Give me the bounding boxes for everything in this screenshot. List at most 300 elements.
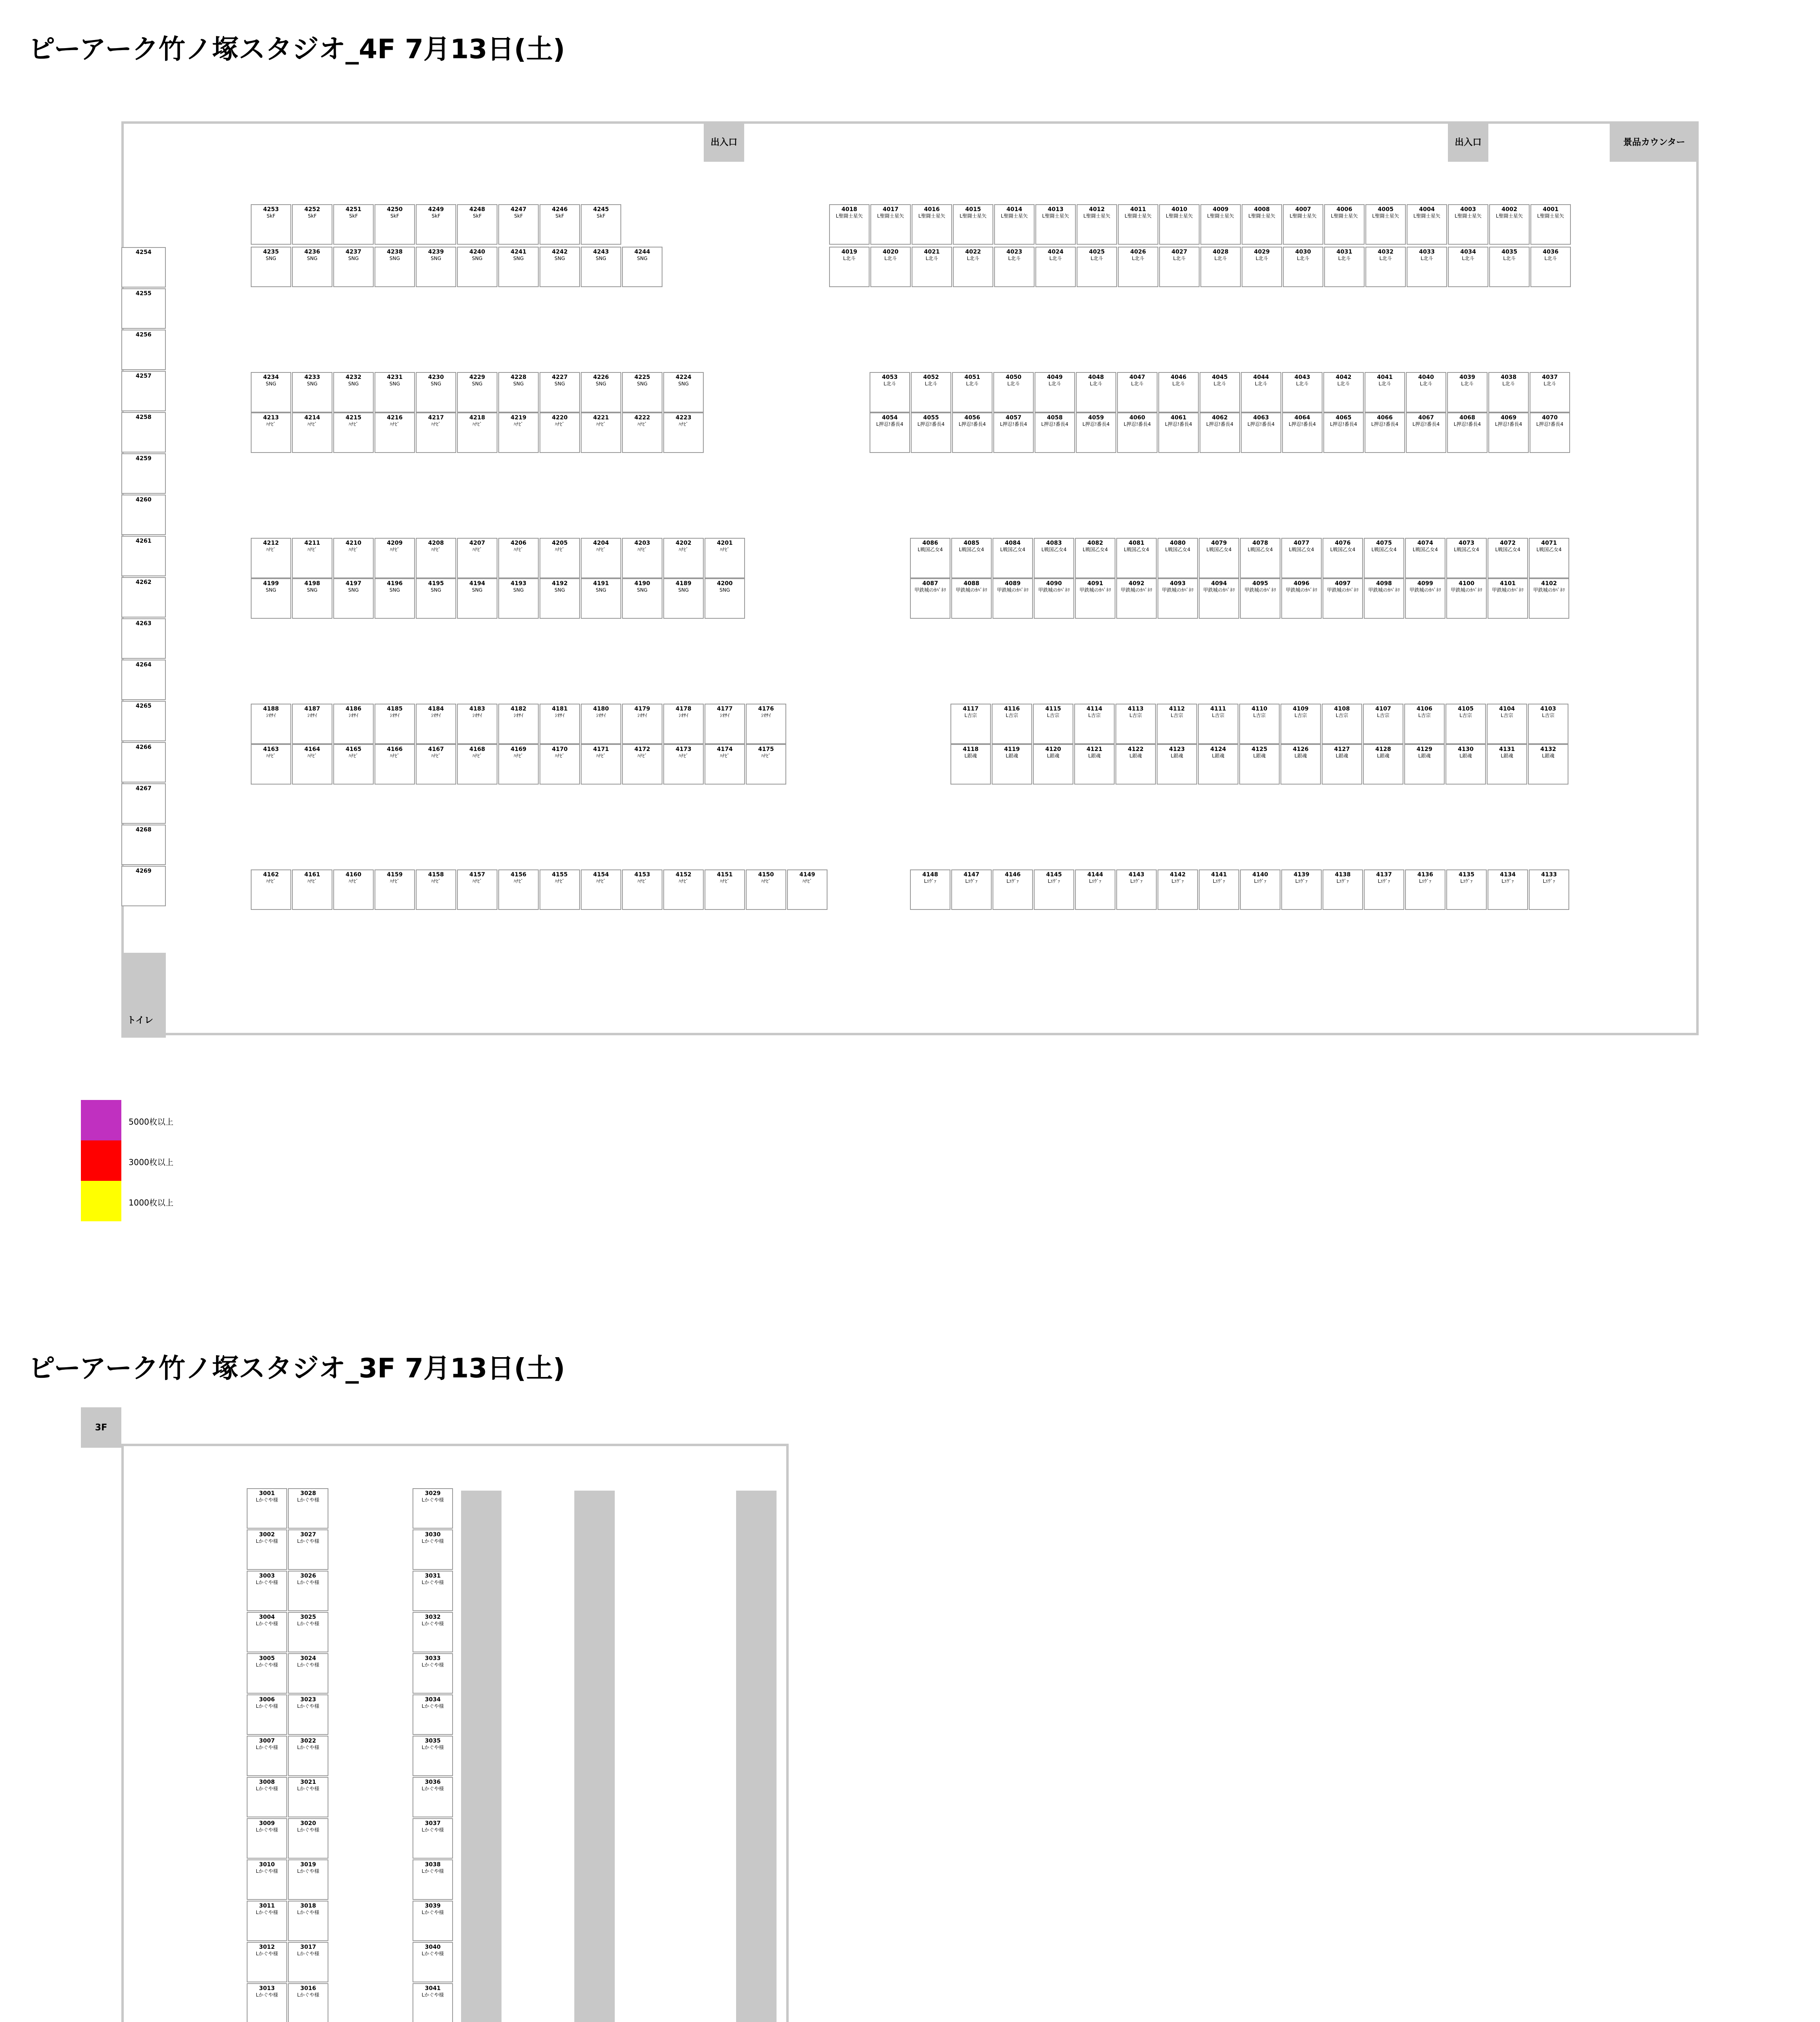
booth-id: 4028: [1213, 249, 1229, 255]
booth-name: SNG: [348, 256, 359, 261]
booth-id: 4065: [1335, 415, 1352, 421]
booth-id: 4092: [1128, 580, 1145, 587]
booth-name: ﾊﾅﾋﾞ: [513, 421, 523, 427]
booth-4266: [121, 742, 166, 783]
booth-id: 4105: [1458, 706, 1474, 712]
booth-4060: [1117, 412, 1158, 453]
booth-id: 4235: [263, 249, 279, 255]
booth-id: 4144: [1087, 871, 1103, 878]
booth-name: SNG: [513, 256, 524, 261]
booth-id: 4195: [428, 580, 444, 587]
booth-id: 4224: [675, 374, 692, 381]
booth-name: 甲鉄城のｶﾊﾞﾈﾘ: [1203, 587, 1235, 593]
booth-4036: [1530, 247, 1571, 287]
booth-id: 4007: [1295, 206, 1311, 213]
booth-id: 4125: [1251, 746, 1268, 753]
booth-name: L押忍!番長4: [1536, 421, 1564, 427]
booth-4076: [1323, 538, 1363, 578]
booth-id: 4077: [1293, 540, 1310, 546]
booth-id: 3030: [425, 1531, 441, 1538]
booth-4094: [1199, 578, 1239, 619]
booth-id: 4247: [510, 206, 527, 213]
booth-name: SNG: [431, 587, 441, 593]
booth-4161: [292, 869, 332, 910]
booth-id: 3017: [300, 1944, 316, 1950]
booth-name: L戦国乙女4: [1412, 547, 1438, 552]
booth-id: 4030: [1295, 249, 1311, 255]
booth-id: 4254: [135, 249, 152, 256]
booth-4222: [622, 412, 662, 453]
booth-id: 4036: [1543, 249, 1559, 255]
booth-id: 4062: [1212, 415, 1228, 421]
booth-id: 4129: [1416, 746, 1433, 753]
booth-4239: [416, 247, 456, 287]
booth-name: SNG: [554, 381, 565, 387]
booth-name: L吉宗: [1459, 713, 1472, 718]
booth-id: 4005: [1378, 206, 1394, 213]
booth-id: 4253: [263, 206, 279, 213]
booth-4150: [746, 869, 786, 910]
booth-id: 4137: [1376, 871, 1392, 878]
booth-id: 4043: [1294, 374, 1310, 381]
booth-4133: [1529, 869, 1569, 910]
booth-id: 4025: [1089, 249, 1105, 255]
booth-4112: [1157, 704, 1197, 744]
booth-3006: [247, 1694, 287, 1735]
toilet-label: トイレ: [127, 1015, 153, 1026]
booth-4055: [911, 412, 951, 453]
booth-name: Lかぐや様: [421, 1951, 444, 1956]
booth-4035: [1489, 247, 1530, 287]
booth-name: L銀魂: [1253, 753, 1266, 759]
booth-name: L押忍!番長4: [1371, 421, 1399, 427]
floor4-prize-counter: 景品カウンター: [1610, 121, 1699, 162]
booth-4033: [1407, 247, 1447, 287]
booth-id: 4063: [1253, 415, 1269, 421]
booth-name: Lｴｳﾞｧ: [1501, 878, 1514, 884]
booth-id: 4166: [387, 746, 403, 753]
booth-id: 4210: [345, 540, 362, 546]
booth-id: 4074: [1417, 540, 1433, 546]
booth-id: 4197: [345, 580, 362, 587]
booth-id: 4108: [1334, 706, 1350, 712]
legend-swatch: [81, 1100, 121, 1140]
booth-name: ﾊﾅﾋﾞ: [554, 753, 565, 759]
booth-id: 4015: [965, 206, 981, 213]
booth-name: SNG: [637, 256, 648, 261]
booth-id: 4069: [1500, 415, 1517, 421]
booth-name: L聖闘士星矢: [1454, 213, 1482, 219]
booth-id: 4203: [634, 540, 650, 546]
booth-name: Lかぐや様: [256, 1868, 278, 1874]
booth-4084: [993, 538, 1033, 578]
booth-4149: [787, 869, 827, 910]
booth-id: 4130: [1458, 746, 1474, 753]
booth-name: Lｴｳﾞｧ: [1336, 878, 1349, 884]
booth-name: ﾊﾅﾋﾞ: [307, 421, 317, 427]
booth-name: SkF: [308, 213, 317, 219]
booth-id: 4243: [593, 249, 609, 255]
booth-4127: [1322, 744, 1362, 785]
booth-id: 4231: [387, 374, 403, 381]
booth-id: 3033: [425, 1655, 441, 1662]
booth-name: 甲鉄城のｶﾊﾞﾈﾘ: [997, 587, 1029, 593]
booth-4260: [121, 495, 166, 535]
booth-id: 4266: [135, 744, 152, 751]
booth-4103: [1528, 704, 1568, 744]
booth-id: 3002: [259, 1531, 275, 1538]
booth-id: 4238: [387, 249, 403, 255]
booth-id: 4213: [263, 415, 279, 421]
booth-4020: [870, 247, 911, 287]
booth-name: SNG: [307, 256, 317, 261]
booth-id: 4246: [552, 206, 568, 213]
booth-4236: [292, 247, 332, 287]
booth-name: L吉宗: [1212, 713, 1225, 718]
booth-4187: [292, 704, 332, 744]
booth-id: 4017: [882, 206, 899, 213]
booth-id: 4143: [1128, 871, 1145, 878]
booth-4230: [416, 372, 456, 412]
booth-4210: [333, 538, 374, 578]
booth-4192: [540, 578, 580, 619]
booth-id: 3009: [259, 1820, 275, 1827]
booth-name: ﾊﾅﾋﾞ: [678, 421, 688, 427]
booth-name: ﾊﾅﾋﾞ: [554, 421, 565, 427]
booth-id: 4209: [387, 540, 403, 546]
booth-3036: [413, 1777, 453, 1817]
booth-id: 4131: [1499, 746, 1515, 753]
booth-name: Lかぐや様: [421, 1868, 444, 1874]
booth-4001: [1530, 204, 1571, 245]
booth-4144: [1075, 869, 1115, 910]
booth-name: L押忍!番長4: [1041, 421, 1069, 427]
booth-4049: [1035, 372, 1075, 412]
booth-4090: [1034, 578, 1074, 619]
booth-name: L吉宗: [1047, 713, 1060, 718]
booth-4028: [1200, 247, 1241, 287]
booth-id: 4169: [510, 746, 527, 753]
booth-3027: [288, 1529, 328, 1570]
booth-name: ﾊﾅﾋﾞ: [720, 753, 730, 759]
booth-4067: [1406, 412, 1446, 453]
booth-4188: [251, 704, 291, 744]
booth-id: 4058: [1047, 415, 1063, 421]
booth-name: L北斗: [1173, 256, 1186, 261]
booth-3019: [288, 1859, 328, 1900]
booth-name: ﾊﾅﾋﾞ: [348, 547, 358, 552]
booth-name: L銀魂: [1377, 753, 1390, 759]
booth-name: L戦国乙女4: [917, 547, 943, 552]
booth-4040: [1406, 372, 1446, 412]
booth-name: L北斗: [966, 381, 979, 387]
booth-4092: [1116, 578, 1157, 619]
booth-id: 4200: [717, 580, 733, 587]
booth-4159: [375, 869, 415, 910]
booth-name: L聖闘士星矢: [1331, 213, 1358, 219]
booth-4177: [705, 704, 745, 744]
booth-name: ﾊﾅﾋﾞ: [472, 753, 482, 759]
booth-4162: [251, 869, 291, 910]
booth-id: 4239: [428, 249, 444, 255]
booth-4111: [1198, 704, 1238, 744]
booth-id: 4118: [963, 746, 979, 753]
booth-name: L戦国乙女4: [1082, 547, 1108, 552]
booth-id: 4084: [1005, 540, 1021, 546]
booth-4229: [457, 372, 497, 412]
booth-4199: [251, 578, 291, 619]
booth-4110: [1239, 704, 1280, 744]
booth-4251: [333, 204, 374, 245]
booth-name: Lかぐや様: [256, 1992, 278, 1998]
booth-name: ﾊﾅﾋﾞ: [761, 878, 771, 884]
booth-4096: [1281, 578, 1322, 619]
booth-name: L北斗: [1503, 256, 1516, 261]
booth-name: L聖闘士星矢: [1289, 213, 1317, 219]
booth-name: Lかぐや様: [256, 1827, 278, 1833]
booth-name: ﾊﾅﾋﾞ: [678, 878, 688, 884]
booth-id: 4154: [593, 871, 609, 878]
booth-name: L北斗: [1213, 381, 1226, 387]
booth-id: 4014: [1006, 206, 1022, 213]
booth-id: 4055: [923, 415, 939, 421]
booth-3039: [413, 1901, 453, 1941]
booth-4181: [540, 704, 580, 744]
booth-name: ﾊﾅﾋﾞ: [348, 753, 358, 759]
booth-4134: [1488, 869, 1528, 910]
booth-id: 4071: [1541, 540, 1557, 546]
booth-3009: [247, 1818, 287, 1859]
booth-id: 3011: [259, 1903, 275, 1909]
booth-name: L北斗: [884, 256, 897, 261]
booth-4265: [121, 701, 166, 741]
booth-id: 4157: [469, 871, 485, 878]
booth-name: L戦国乙女4: [1330, 547, 1356, 552]
booth-name: SNG: [678, 381, 689, 387]
booth-id: 4232: [345, 374, 362, 381]
booth-4047: [1117, 372, 1158, 412]
booth-3040: [413, 1942, 453, 1982]
booth-4258: [121, 412, 166, 453]
booth-name: SNG: [678, 587, 689, 593]
booth-name: L北斗: [925, 256, 938, 261]
booth-4154: [581, 869, 621, 910]
booth-id: 4174: [717, 746, 733, 753]
booth-4091: [1075, 578, 1115, 619]
booth-id: 3021: [300, 1779, 316, 1785]
booth-name: L北斗: [1337, 381, 1350, 387]
booth-id: 3012: [259, 1944, 275, 1950]
booth-name: L押忍!番長4: [1165, 421, 1192, 427]
booth-id: 4262: [135, 579, 152, 586]
booth-name: L銀魂: [1542, 753, 1555, 759]
booth-name: 甲鉄城のｶﾊﾞﾈﾘ: [1038, 587, 1070, 593]
booth-id: 4153: [634, 871, 650, 878]
booth-id: 4211: [304, 540, 320, 546]
booth-4119: [992, 744, 1032, 785]
booth-id: 4016: [924, 206, 940, 213]
booth-4039: [1447, 372, 1488, 412]
booth-name: L北斗: [1378, 381, 1391, 387]
booth-name: SkF: [597, 213, 605, 219]
booth-id: 4111: [1210, 706, 1226, 712]
booth-4038: [1488, 372, 1529, 412]
booth-name: Lかぐや様: [256, 1497, 278, 1503]
booth-name: ﾊﾅﾋﾞ: [720, 547, 730, 552]
booth-id: 4124: [1210, 746, 1226, 753]
booth-3025: [288, 1612, 328, 1652]
booth-name: Lかぐや様: [421, 1497, 444, 1503]
booth-name: 甲鉄城のｶﾊﾞﾈﾘ: [1492, 587, 1524, 593]
booth-name: ﾊﾅﾋﾞ: [596, 753, 606, 759]
booth-3029: [413, 1488, 453, 1529]
booth-name: L聖闘士星矢: [1166, 213, 1193, 219]
booth-4069: [1488, 412, 1529, 453]
booth-id: 4218: [469, 415, 485, 421]
booth-4016: [912, 204, 952, 245]
booth-4166: [375, 744, 415, 785]
booth-id: 4119: [1004, 746, 1020, 753]
booth-name: L聖闘士星矢: [1001, 213, 1028, 219]
booth-id: 4072: [1500, 540, 1516, 546]
booth-id: 4241: [510, 249, 527, 255]
booth-4191: [581, 578, 621, 619]
booth-4257: [121, 371, 166, 411]
booth-name: SkF: [349, 213, 358, 219]
booth-name: L北斗: [1007, 381, 1020, 387]
booth-name: ﾊﾅﾋﾞ: [431, 421, 441, 427]
booth-4063: [1241, 412, 1281, 453]
booth-4205: [540, 538, 580, 578]
booth-name: L北斗: [1502, 381, 1515, 387]
booth-name: L銀魂: [964, 753, 977, 759]
booth-id: 4008: [1254, 206, 1270, 213]
booth-name: Lかぐや様: [421, 1580, 444, 1585]
booth-id: 4038: [1500, 374, 1517, 381]
booth-name: 甲鉄城のｶﾊﾞﾈﾘ: [1162, 587, 1194, 593]
floor4-toilet: [121, 953, 166, 1038]
booth-4226: [581, 372, 621, 412]
booth-name: L吉宗: [1005, 713, 1018, 718]
booth-id: 4029: [1254, 249, 1270, 255]
booth-id: 3004: [259, 1614, 275, 1620]
booth-id: 4172: [634, 746, 650, 753]
booth-name: L押忍!番長4: [1082, 421, 1110, 427]
booth-4105: [1445, 704, 1486, 744]
booth-4058: [1035, 412, 1075, 453]
booth-id: 4006: [1336, 206, 1352, 213]
booth-id: 4240: [469, 249, 485, 255]
booth-4141: [1199, 869, 1239, 910]
booth-id: 4127: [1334, 746, 1350, 753]
booth-id: 4255: [135, 290, 152, 297]
booth-name: ｼｵｻｲ: [596, 713, 606, 718]
booth-name: SNG: [472, 256, 483, 261]
booth-name: ﾊﾅﾋﾞ: [596, 878, 606, 884]
booth-name: L聖闘士星矢: [1124, 213, 1152, 219]
booth-4018: [829, 204, 870, 245]
booth-id: 4041: [1377, 374, 1393, 381]
booth-name: ﾊﾅﾋﾞ: [307, 753, 317, 759]
booth-name: SNG: [637, 587, 648, 593]
booth-name: L戦国乙女4: [1124, 547, 1149, 552]
booth-3017: [288, 1942, 328, 1982]
booth-id: 4150: [758, 871, 774, 878]
booth-id: 4109: [1293, 706, 1309, 712]
floor3-island-c: [461, 1491, 502, 2022]
booth-4148: [910, 869, 950, 910]
booth-id: 4220: [552, 415, 568, 421]
legend-item: [81, 1181, 324, 1221]
booth-3024: [288, 1653, 328, 1694]
booth-name: L銀魂: [1418, 753, 1431, 759]
booth-4176: [746, 704, 786, 744]
booth-id: 4221: [593, 415, 609, 421]
booth-4051: [952, 372, 993, 412]
booth-id: 4104: [1499, 706, 1515, 712]
booth-name: SNG: [720, 587, 730, 593]
booth-name: SNG: [266, 587, 276, 593]
booth-id: 3007: [259, 1738, 275, 1744]
legend-item: [81, 1140, 324, 1181]
booth-4268: [121, 825, 166, 865]
booth-name: SNG: [389, 587, 400, 593]
booth-id: 4140: [1252, 871, 1268, 878]
booth-name: L戦国乙女4: [1206, 547, 1232, 552]
booth-4261: [121, 536, 166, 576]
booth-id: 4101: [1500, 580, 1516, 587]
booth-id: 4010: [1171, 206, 1187, 213]
booth-4074: [1405, 538, 1445, 578]
booth-id: 3027: [300, 1531, 316, 1538]
booth-name: Lｴｳﾞｧ: [1419, 878, 1432, 884]
booth-4129: [1404, 744, 1445, 785]
booth-4262: [121, 577, 166, 618]
booth-4209: [375, 538, 415, 578]
booth-4186: [333, 704, 374, 744]
booth-id: 4018: [841, 206, 857, 213]
booth-3030: [413, 1529, 453, 1570]
booth-id: 4258: [135, 414, 152, 421]
booth-name: ｼｵｻｲ: [266, 713, 276, 718]
booth-4062: [1200, 412, 1240, 453]
booth-4170: [540, 744, 580, 785]
booth-name: ﾊﾅﾋﾞ: [761, 753, 771, 759]
booth-4088: [951, 578, 992, 619]
booth-id: 4078: [1252, 540, 1268, 546]
booth-4136: [1405, 869, 1445, 910]
booth-id: 4133: [1541, 871, 1557, 878]
booth-id: 4160: [345, 871, 362, 878]
booth-id: 4053: [882, 374, 898, 381]
booth-name: SNG: [637, 381, 648, 387]
booth-name: L北斗: [1338, 256, 1351, 261]
legend-label: 1000枚以上: [129, 1198, 174, 1208]
booth-4087: [910, 578, 950, 619]
booth-id: 4099: [1417, 580, 1433, 587]
booth-4247: [498, 204, 539, 245]
booth-name: L北斗: [883, 381, 896, 387]
booth-4139: [1281, 869, 1322, 910]
booth-name: L聖闘士星矢: [1496, 213, 1523, 219]
booth-name: Lｴｳﾞｧ: [1171, 878, 1184, 884]
booth-name: 甲鉄城のｶﾊﾞﾈﾘ: [1450, 587, 1482, 593]
booth-4008: [1242, 204, 1282, 245]
booth-4131: [1487, 744, 1527, 785]
booth-name: Lかぐや様: [297, 1497, 320, 1503]
booth-id: 3003: [259, 1573, 275, 1579]
booth-4044: [1241, 372, 1281, 412]
